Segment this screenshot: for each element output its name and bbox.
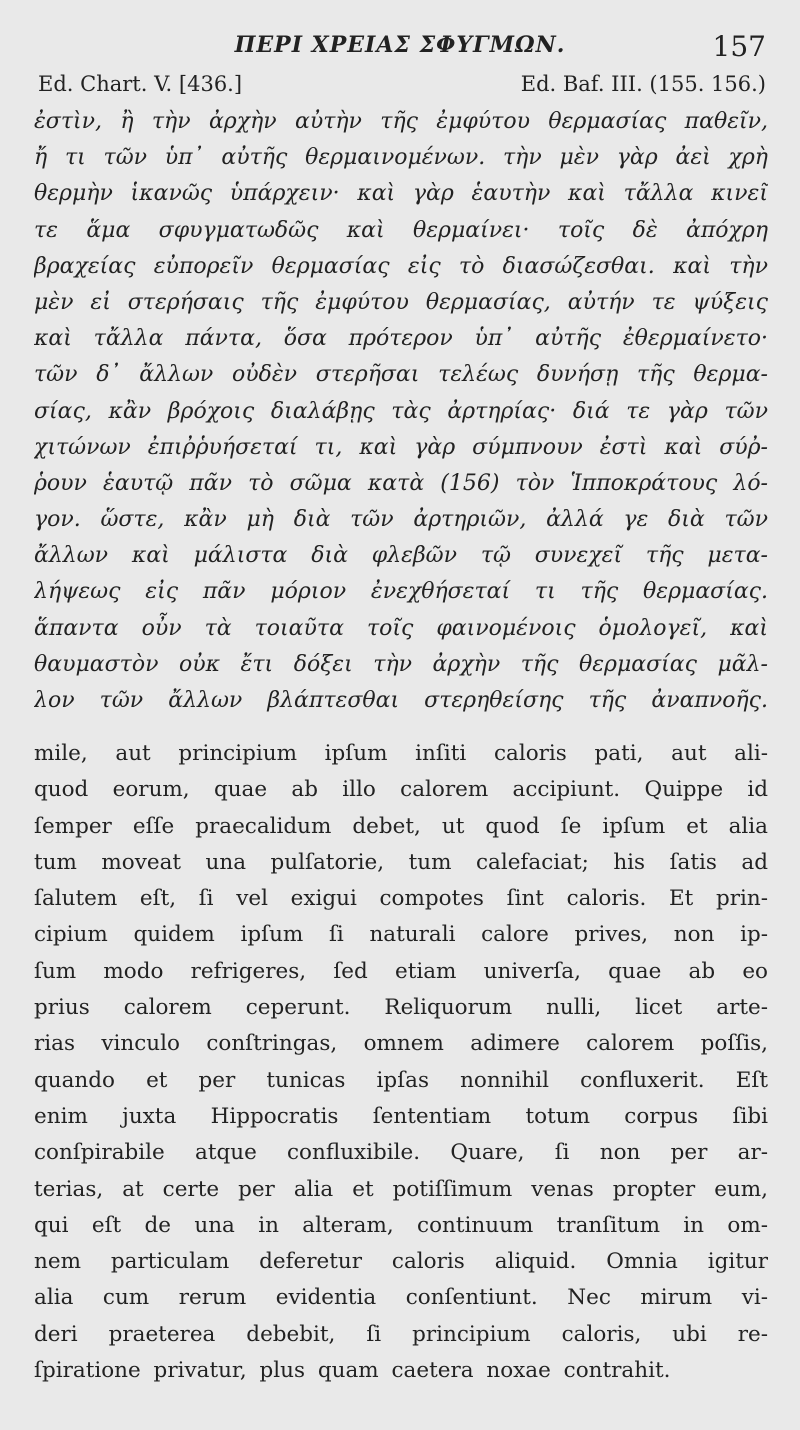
greek-line: ἅπαντα οὖν τὰ τοιαῦτα τοῖς φαινομένοις ὁμολογεῖ, καὶ — [34, 615, 768, 641]
latin-line: cipium quidem ipſum ſi naturali calore prives, non ip- — [34, 922, 768, 948]
latin-line: rias vinculo conſtringas, omnem adimere calorem poſſis, — [34, 1031, 768, 1057]
edition-reference-line — [38, 72, 766, 102]
latin-line: ſemper eſſe praecalidum debet, ut quod ſe ipſum et alia — [34, 813, 768, 839]
greek-line: ῥουν ἑαυτῷ πᾶν τὸ σῶμα κατὰ (156) τὸν Ἱπποκράτους λό- — [34, 470, 768, 496]
greek-line: χιτώνων ἐπιῤῥυήσεταί τι, καὶ γὰρ σύμπνουν ἐστὶ καὶ σύῤ- — [34, 434, 768, 460]
latin-line: ſum modo refrigeres, ſed etiam univerſa, quae ab eo — [34, 958, 768, 984]
edition-reference-chart: Ed. Chart. V. [436.] — [38, 72, 243, 96]
latin-line: alia cum rerum evidentia conſentiunt. Nec mirum vi- — [34, 1285, 768, 1311]
latin-line: quod eorum, quae ab illo calorem accipiunt. Quippe id — [34, 777, 768, 803]
latin-line: ſalutem eſt, ſi vel exigui compotes ſint caloris. Et prin- — [34, 886, 768, 912]
greek-line: καὶ τἄλλα πάντα, ὅσα πρότερον ὑπ᾿ αὐτῆς ἐθερμαίνετο· — [34, 326, 768, 352]
latin-line: tum moveat una pulſatorie, tum calefaciat; his ſatis ad — [34, 849, 768, 875]
greek-text-block — [34, 104, 768, 719]
latin-line: nem particulam deferetur caloris aliquid. Omnia igitur — [34, 1249, 768, 1275]
latin-line: conſpirabile atque confluxibile. Quare, ſi non per ar- — [34, 1140, 768, 1166]
latin-line: prius calorem ceperunt. Reliquorum nulli, licet arte- — [34, 995, 768, 1021]
greek-line: λον τῶν ἄλλων βλάπτεσθαι στερηθείσης τῆς ἀναπνοῆς. — [34, 688, 768, 713]
greek-line: τε ἅμα σφυγματωδῶς καὶ θερμαίνει· τοῖς δὲ ἀπόχρη — [34, 217, 768, 243]
greek-line: βραχείας εὐπορεῖν θερμασίας εἰς τὸ διασώζεσθαι. καὶ τὴν — [34, 253, 768, 279]
latin-line: terias, at certe per alia et potiſſimum venas propter eum, — [34, 1176, 768, 1202]
latin-line: enim juxta Hippocratis ſententiam totum corpus ſibi — [34, 1103, 768, 1129]
greek-line: σίας, κἂν βρόχοις διαλάβῃς τὰς ἀρτηρίας· διά τε γὰρ τῶν — [34, 398, 768, 424]
latin-line: ſpiratione privatur, plus quam caetera noxae contrahit. — [34, 1358, 671, 1384]
latin-line: quando et per tunicas ipſas nonnihil confluxerit. Eſt — [34, 1067, 768, 1093]
running-head — [0, 30, 800, 64]
greek-line: ἤ τι τῶν ὑπ᾿ αὐτῆς θερμαινομένων. τὴν μὲν γὰρ ἀεὶ χρὴ — [34, 145, 768, 171]
running-title: ΠΕΡΙ ΧΡΕΙΑΣ ΣΦΥΓΜΩΝ. — [234, 32, 566, 58]
greek-line: θερμὴν ἱκανῶς ὑπάρχειν· καὶ γὰρ ἑαυτὴν καὶ τἄλλα κινεῖ — [34, 181, 768, 207]
greek-line: γον. ὥστε, κἂν μὴ διὰ τῶν ἀρτηριῶν, ἀλλά γε διὰ τῶν — [34, 507, 768, 533]
latin-line: mile, aut principium ipſum inſiti caloris pati, aut ali- — [34, 741, 768, 766]
page-number: 157 — [712, 30, 766, 63]
edition-reference-basel: Ed. Baf. III. (155. 156.) — [520, 72, 766, 96]
greek-line: θαυμαστὸν οὐκ ἔτι δόξει τὴν ἀρχὴν τῆς θερμασίας μᾶλ- — [34, 651, 768, 677]
latin-line: deri praeterea debebit, ſi principium caloris, ubi re- — [34, 1321, 768, 1347]
greek-line: τῶν δ᾿ ἄλλων οὐδὲν στερῆσαι τελέως δυνήσῃ τῆς θερμα- — [34, 362, 768, 388]
latin-line: qui eſt de una in alteram, continuum tranſitum in om- — [34, 1212, 768, 1238]
latin-text-block — [34, 736, 768, 1389]
greek-line: ἄλλων καὶ μάλιστα διὰ φλεβῶν τῷ συνεχεῖ τῆς μετα- — [34, 543, 768, 569]
greek-line: λήψεως εἰς πᾶν μόριον ἐνεχθήσεταί τι τῆς θερμασίας. — [34, 579, 768, 605]
greek-line: μὲν εἰ στερήσαις τῆς ἐμφύτου θερμασίας, αὐτήν τε ψύξεις — [34, 289, 768, 315]
greek-line: ἐστὶν, ἢ τὴν ἀρχὴν αὐτὴν τῆς ἐμφύτου θερμασίας παθεῖν, — [34, 109, 768, 134]
